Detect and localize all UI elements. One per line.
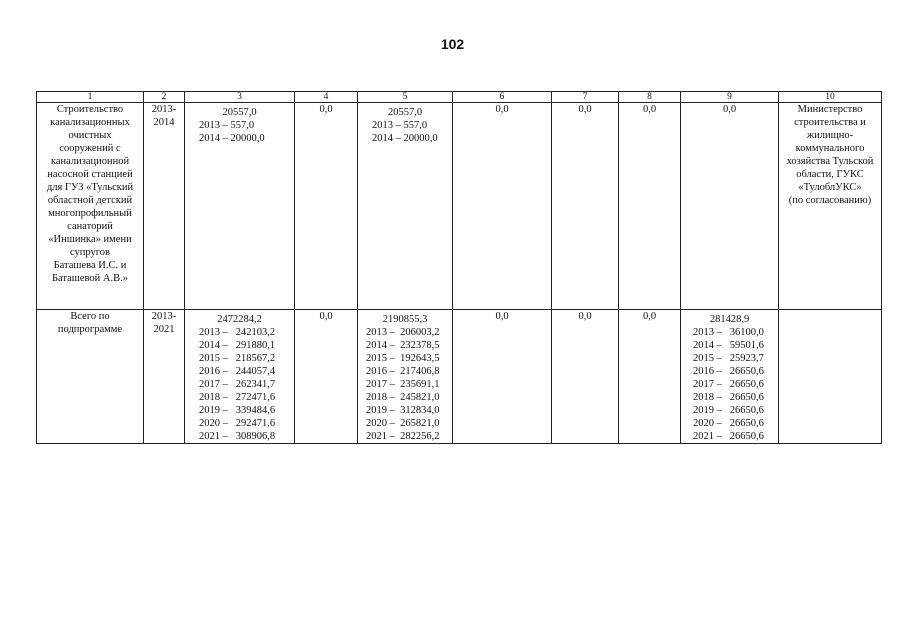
total-col5-year: 2017 – 235691,1 [366,379,440,390]
project-col4: 0,0 [295,103,358,310]
total-col3-year: 2018 – 272471,6 [199,392,276,403]
total-col9-year: 2013 – 36100,0 [693,327,764,338]
header-col-1: 1 [37,92,144,103]
project-col8: 0,0 [619,103,681,310]
total-col3-year: 2016 – 244057,4 [199,366,276,377]
header-col-3: 3 [185,92,295,103]
header-col-9: 9 [681,92,779,103]
total-col6: 0,0 [453,310,552,444]
total-col5-year: 2021 – 282256,2 [366,431,440,442]
header-col-2: 2 [144,92,185,103]
total-col5-year: 2019 – 312834,0 [366,405,440,416]
funding-table [36,91,882,444]
total-col3-year: 2019 – 339484,6 [199,405,276,416]
project-col9: 0,0 [681,103,779,310]
total-col8: 0,0 [619,310,681,444]
header-row [37,92,882,103]
header-col-8: 8 [619,92,681,103]
total-col9-year: 2016 – 26650,6 [693,366,764,377]
total-col3-year: 2020 – 292471,6 [199,418,276,429]
total-col3-total: 2472284,2 [217,314,262,325]
project-col3 [185,103,295,310]
total-col9-year: 2015 – 25923,7 [693,353,764,364]
page-number: 102 [440,36,465,52]
project-col5-year: 2013 – 557,0 [372,120,428,131]
project-col5-year: 2014 – 20000,0 [372,133,438,144]
project-executor: Министерство строительства и жилищно- коммунального хозяйства Тульской области, ГУКС «ТулоблУКС» (по согласованию) [779,103,882,310]
total-executor [779,310,882,444]
total-col9-year: 2019 – 26650,6 [693,405,764,416]
total-col3-year: 2017 – 262341,7 [199,379,276,390]
total-col3 [185,310,295,444]
header-col-4: 4 [295,92,358,103]
project-years: 2013- 2014 [144,103,185,310]
total-col3-year: 2021 – 308906,8 [199,431,276,442]
total-col5-year: 2015 – 192643,5 [366,353,440,364]
total-col5-year: 2013 – 206003,2 [366,327,440,338]
total-col5 [358,310,453,444]
total-col9-year: 2018 – 26650,6 [693,392,764,403]
total-col9-year: 2014 – 59501,6 [693,340,764,351]
total-col5-year: 2014 – 232378,5 [366,340,440,351]
project-col3-total: 20557,0 [222,107,257,118]
project-col7: 0,0 [552,103,619,310]
total-col5-year: 2020 – 265821,0 [366,418,440,429]
header-col-5: 5 [358,92,453,103]
total-col5-year: 2018 – 245821,0 [366,392,440,403]
total-col3-year: 2013 – 242103,2 [199,327,276,338]
project-col6: 0,0 [453,103,552,310]
project-col5-total: 20557,0 [387,107,423,118]
project-col5 [358,103,453,310]
total-col9-year: 2021 – 26650,6 [693,431,764,442]
total-col3-year: 2014 – 291880,1 [199,340,276,351]
project-col3-year: 2014 – 20000,0 [199,133,265,144]
total-col9 [681,310,779,444]
project-col3-year: 2013 – 557,0 [199,120,255,131]
total-col9-year: 2020 – 26650,6 [693,418,764,429]
table-row-total [37,310,882,444]
total-years: 2013- 2021 [144,310,185,444]
total-col5-year: 2016 – 217406,8 [366,366,440,377]
table-row-project [37,103,882,310]
total-name: Всего по подпрограмме [37,310,144,444]
total-col7: 0,0 [552,310,619,444]
total-col9-total: 281428,9 [709,314,750,325]
project-name: Строительство канализационных очистных сооружений с канализационной насосной станцией для ГУЗ «Тульский областной детский многопрофильный санаторий «Иншинка» имени супругов Баташева И.С. и Баташевой А.В.» [37,103,144,310]
header-col-10: 10 [779,92,882,103]
total-col9-year: 2017 – 26650,6 [693,379,764,390]
total-col5-total: 2190855,3 [382,314,428,325]
total-col3-year: 2015 – 218567,2 [199,353,276,364]
total-col4: 0,0 [295,310,358,444]
header-col-7: 7 [552,92,619,103]
header-col-6: 6 [453,92,552,103]
